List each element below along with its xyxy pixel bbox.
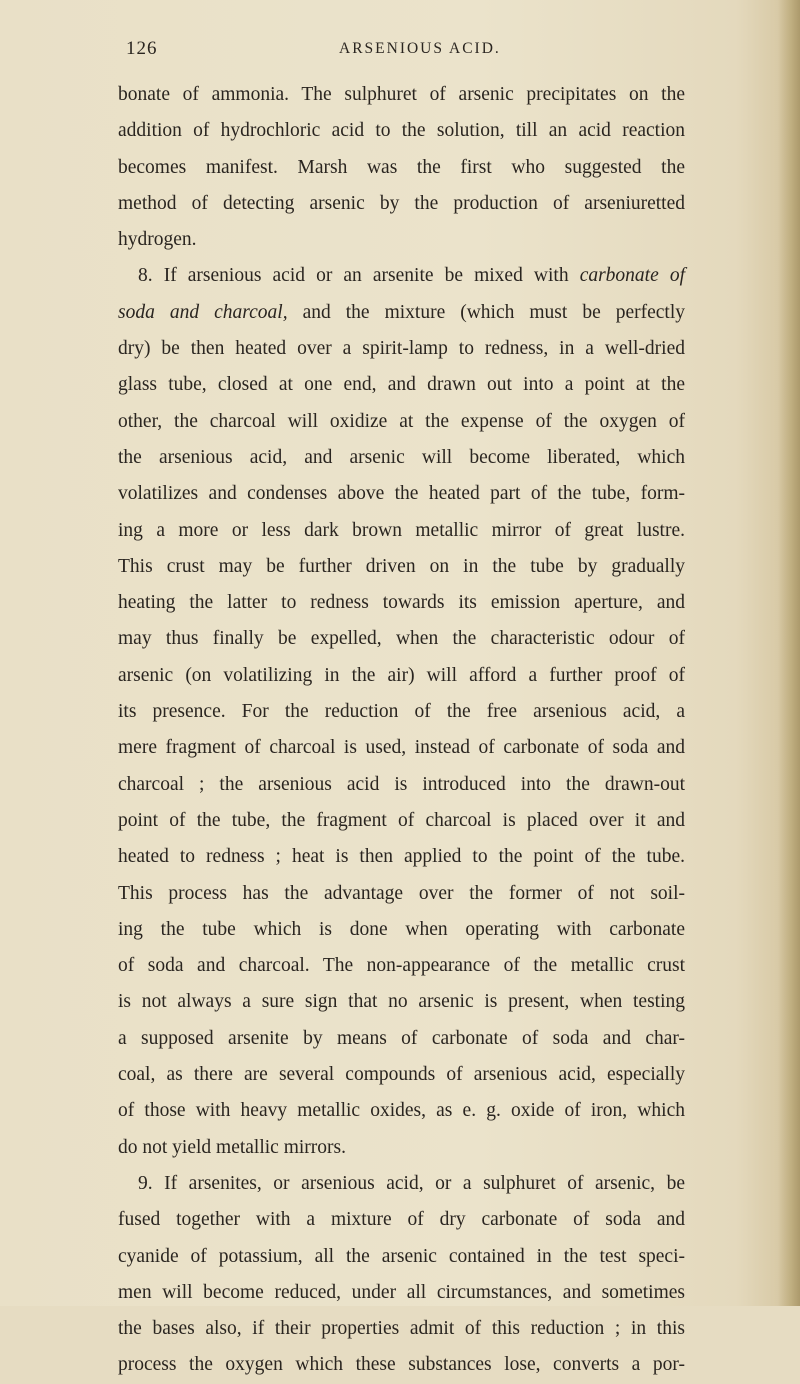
text-line: mere fragment of charcoal is used, instead of carbonate of soda and xyxy=(118,737,685,759)
text-line xyxy=(118,258,685,294)
text-line: point of the tube, the fragment of charcoal is placed over it and xyxy=(118,809,685,831)
text-line: becomes manifest. Marsh was the first who suggested the xyxy=(118,156,685,178)
text-line: may thus finally be expelled, when the characteristic odour of xyxy=(118,628,685,650)
text-line: ing the tube which is done when operating with carbonate xyxy=(118,918,685,940)
text-line: fused together with a mixture of dry carbonate of soda and xyxy=(118,1209,685,1231)
text-line: its presence. For the reduction of the free arsenious acid, a xyxy=(118,701,685,723)
text-line: the bases also, if their properties admit of this reduction ; in this xyxy=(118,1318,685,1340)
page-number: 126 xyxy=(126,38,158,59)
text-line: addition of hydrochloric acid to the solution, till an acid reaction xyxy=(118,120,685,142)
text-line: do not yield metallic mirrors. xyxy=(118,1136,346,1158)
text-line: hydrogen. xyxy=(118,229,197,251)
text-line: is not always a sure sign that no arsenic is present, when testing xyxy=(118,991,685,1013)
text-line: heated to redness ; heat is then applied to the point of the tube. xyxy=(118,846,685,868)
text-line: This crust may be further driven on in the tube by gradually xyxy=(118,555,685,577)
text-line: 9. If arsenites, or arsenious acid, or a sulphuret of arsenic, be xyxy=(138,1172,685,1194)
text-line: volatilizes and condenses above the heated part of the tube, form- xyxy=(118,483,685,505)
text-line: dry) be then heated over a spirit-lamp to redness, in a well-dried xyxy=(118,338,685,360)
italic-term: carbonate of xyxy=(579,265,686,287)
text-line: method of detecting arsenic by the production of arseniuretted xyxy=(118,192,685,214)
text-line: process the oxygen which these substances lose, converts a por- xyxy=(118,1354,685,1376)
text-line: a supposed arsenite by means of carbonate of soda and char- xyxy=(118,1027,685,1049)
text-line: charcoal ; the arsenious acid is introduced into the drawn-out xyxy=(118,773,685,795)
text-line: This process has the advantage over the former of not soil- xyxy=(118,882,685,904)
text-line: other, the charcoal will oxidize at the expense of the oxygen of xyxy=(118,410,685,432)
text-segment: 8. If arsenious acid or an arsenite be mixed with xyxy=(138,265,569,287)
text-segment: and the mixture (which must be perfectly xyxy=(302,301,686,323)
running-head: ARSENIOUS ACID. xyxy=(339,40,501,57)
text-line: ing a more or less dark brown metallic mirror of great lustre. xyxy=(118,519,685,541)
text-line: of those with heavy metallic oxides, as e. g. oxide of iron, which xyxy=(118,1100,685,1122)
text-line: bonate of ammonia. The sulphuret of arsenic precipitates on the xyxy=(118,84,685,105)
body-text xyxy=(118,77,685,1384)
text-line: arsenic (on volatilizing in the air) will afford a further proof of xyxy=(118,664,685,686)
text-line: men will become reduced, under all circumstances, and sometimes xyxy=(118,1281,685,1303)
page-edge-shadow xyxy=(778,0,800,1306)
text-line xyxy=(118,295,685,331)
page-header xyxy=(126,38,686,74)
text-line: heating the latter to redness towards its emission aperture, and xyxy=(118,592,685,614)
text-line: glass tube, closed at one end, and drawn out into a point at the xyxy=(118,374,685,396)
italic-term: soda and charcoal, xyxy=(118,301,288,323)
text-line: the arsenious acid, and arsenic will become liberated, which xyxy=(118,446,685,468)
text-line: cyanide of potassium, all the arsenic contained in the test speci- xyxy=(118,1245,685,1267)
text-line: of soda and charcoal. The non-appearance of the metallic crust xyxy=(118,955,685,977)
text-line: coal, as there are several compounds of arsenious acid, especially xyxy=(118,1064,685,1086)
